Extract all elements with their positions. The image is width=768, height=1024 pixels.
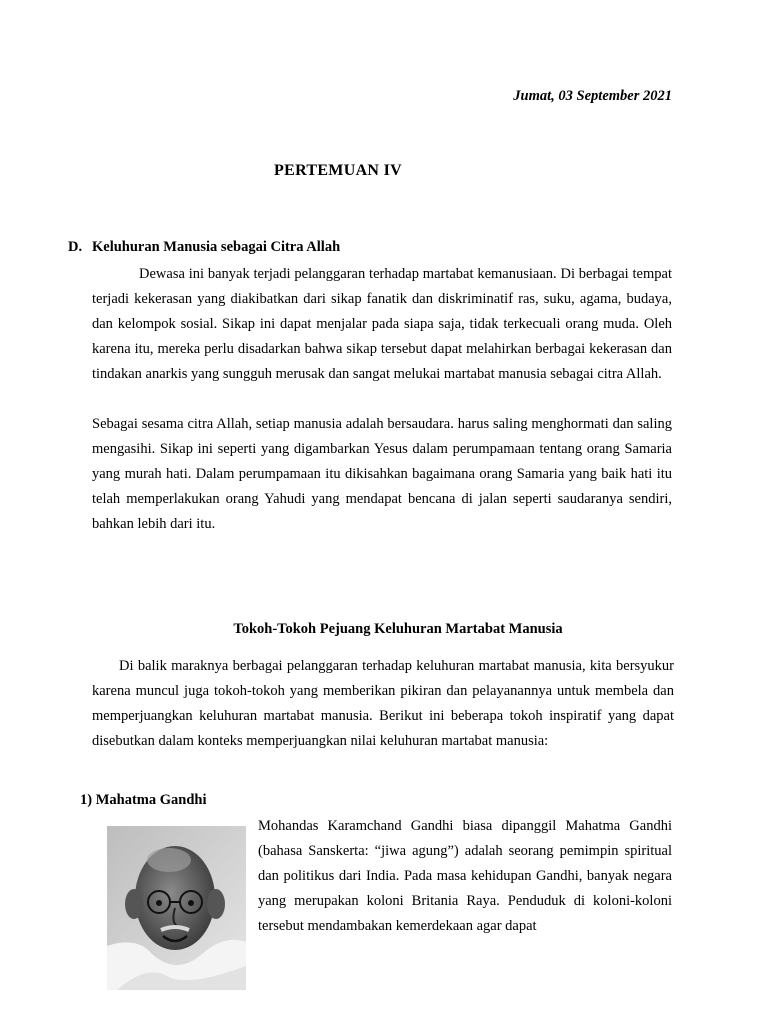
section-title: Keluhuran Manusia sebagai Citra Allah — [92, 239, 341, 255]
section-paragraph-2: Sebagai sesama citra Allah, setiap manusia adalah bersaudara. harus saling menghormati dan saling mengasihi. Sikap ini seperti yang digambarkan Yesus dalam perumpamaan tentang orang Samaria yang murah hati. Dalam perumpamaan itu dikisahkan bagaimana orang Samaria yang baik hati itu telah memperlakukan orang Yahudi yang mendapat bencana di jalan seperti saudaranya sendiri, bahkan lebih dari itu. — [92, 416, 672, 532]
meeting-title: PERTEMUAN IV — [274, 162, 402, 179]
gandhi-description: Mohandas Karamchand Gandhi biasa dipanggil Mahatma Gandhi (bahasa Sanskerta: “jiwa agung”) adalah seorang pemimpin spiritual dan politikus dari India. Pada masa kehidupan Gandhi, banyak negara yang merupakan koloni Britania Raya. Penduduk di koloni-koloni tersebut mendambakan kemerdekaan agar dapat — [258, 818, 672, 934]
figures-title: Tokoh-Tokoh Pejuang Keluhuran Martabat Manusia — [233, 621, 563, 637]
document-date: Jumat, 03 September 2021 — [513, 88, 672, 104]
section-letter: D. — [68, 239, 83, 255]
figures-intro-paragraph: Di balik maraknya berbagai pelanggaran terhadap keluhuran martabat manusia, kita bersyukur karena muncul juga tokoh-tokoh yang memberikan pikiran dan pelayanannya untuk membela dan memperjuangkan keluhuran martabat manusia. Berikut ini beberapa tokoh inspiratif yang dapat disebutkan dalam konteks memperjuangkan nilai keluhuran martabat manusia: — [92, 658, 674, 749]
section-paragraph-1: Dewasa ini banyak terjadi pelanggaran terhadap martabat kemanusiaan. Di berbagai tempat terjadi kekerasan yang diakibatkan dari sikap fanatik dan diskriminatif ras, suku, agama, budaya, dan kelompok sosial. Sikap ini dapat menjalar pada siapa saja, tidak terkecuali orang muda. Oleh karena itu, mereka perlu disadarkan bahwa sikap tersebut dapat melahirkan berbagai kekerasan dan tindakan anarkis yang sungguh merusak dan sangat melukai martabat manusia sebagai citra Allah. — [92, 266, 672, 382]
gandhi-portrait-photo — [107, 826, 246, 990]
gandhi-heading: 1) Mahatma Gandhi — [80, 792, 207, 808]
section-heading — [68, 239, 340, 256]
